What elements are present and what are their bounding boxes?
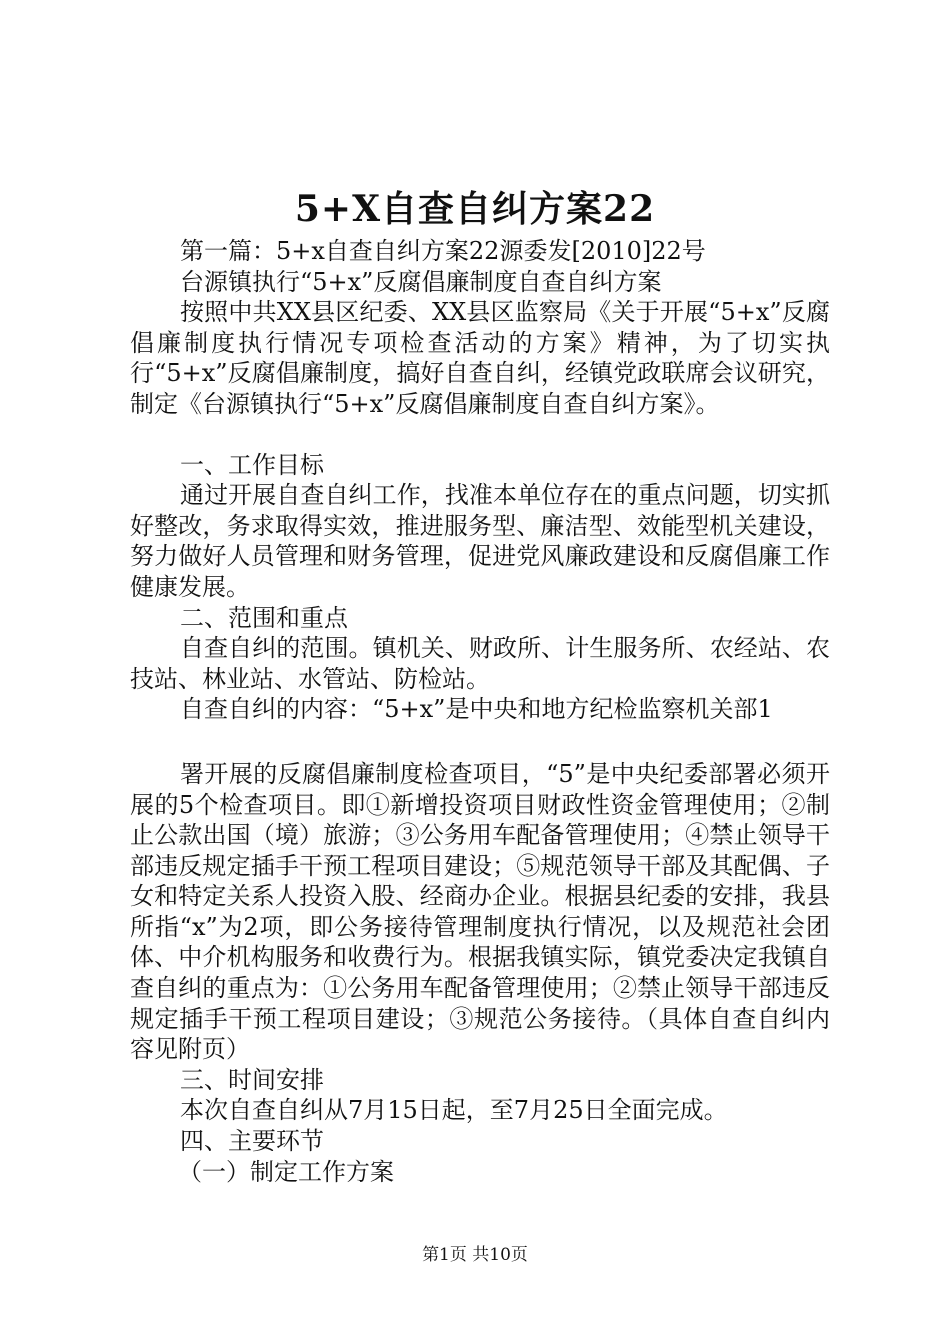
paragraph-schedule: 本次自查自纠从7月15日起，至7月25日全面完成。 [180, 1096, 728, 1125]
paragraph-spacer [130, 725, 830, 759]
paragraph-intro: 按照中共XX县区纪委、XX县区监察局《关于开展“5+x”反腐倡廉制度执行情况专项检查活动的方案》精神，为了切实执行“5+x”反腐倡廉制度，搞好自查自纠，经镇党政联席会议研究，制定《台源镇执行“5+x”反腐倡廉制度自查自纠方案》。 [130, 298, 830, 418]
paragraph-spacer [130, 420, 830, 450]
paragraph-section-heading-1: 第一篇：5+x自查自纠方案22源委发[2010]22号 [180, 237, 706, 265]
paragraph-work-goal: 通过开展自查自纠工作，找准本单位存在的重点问题，切实抓好整改，务求取得实效，推进服务型、廉洁型、效能型机关建设，努力做好人员管理和财务管理，促进党风廉政建设和反腐倡廉工作健康发展。 [130, 481, 830, 601]
paragraph-plan-title: 台源镇执行“5+x”反腐倡廉制度自查自纠方案 [180, 267, 662, 296]
document-body [130, 236, 830, 1187]
subheading-work-plan: （一）制定工作方案 [178, 1157, 394, 1186]
heading-scope: 二、范围和重点 [180, 603, 348, 632]
heading-schedule: 三、时间安排 [180, 1065, 324, 1094]
document-title: 5+X自查自纠方案22 [294, 188, 656, 230]
paragraph-scope: 自查自纠的范围。镇机关、财政所、计生服务所、农经站、农技站、林业站、水管站、防检站。 [130, 634, 830, 693]
heading-work-goal: 一、工作目标 [180, 450, 324, 479]
paragraph-content-details: 署开展的反腐倡廉制度检查项目，“5”是中央纪委部署必须开展的5个检查项目。即①新增投资项目财政性资金管理使用；②制止公款出国（境）旅游；③公务用车配备管理使用；④禁止领导干部违反规定插手干预工程项目建设；⑤规范领导干部及其配偶、子女和特定关系人投资入股、经商办企业。根据县纪委的安排，我县所指“x”为2项，即公务接待管理制度执行情况，以及规范社会团体、中介机构服务和收费行为。根据我镇实际，镇党委决定我镇自查自纠的重点为：①公务用车配备管理使用；②禁止领导干部违反规定插手干预工程项目建设；③规范公务接待。（具体自查自纠内容见附页） [130, 759, 830, 1064]
paragraph-content-start: 自查自纠的内容：“5+x”是中央和地方纪检监察机关部1 [180, 695, 773, 724]
heading-main-steps: 四、主要环节 [180, 1127, 324, 1156]
page-footer: 第1页 共10页 [422, 1245, 528, 1265]
